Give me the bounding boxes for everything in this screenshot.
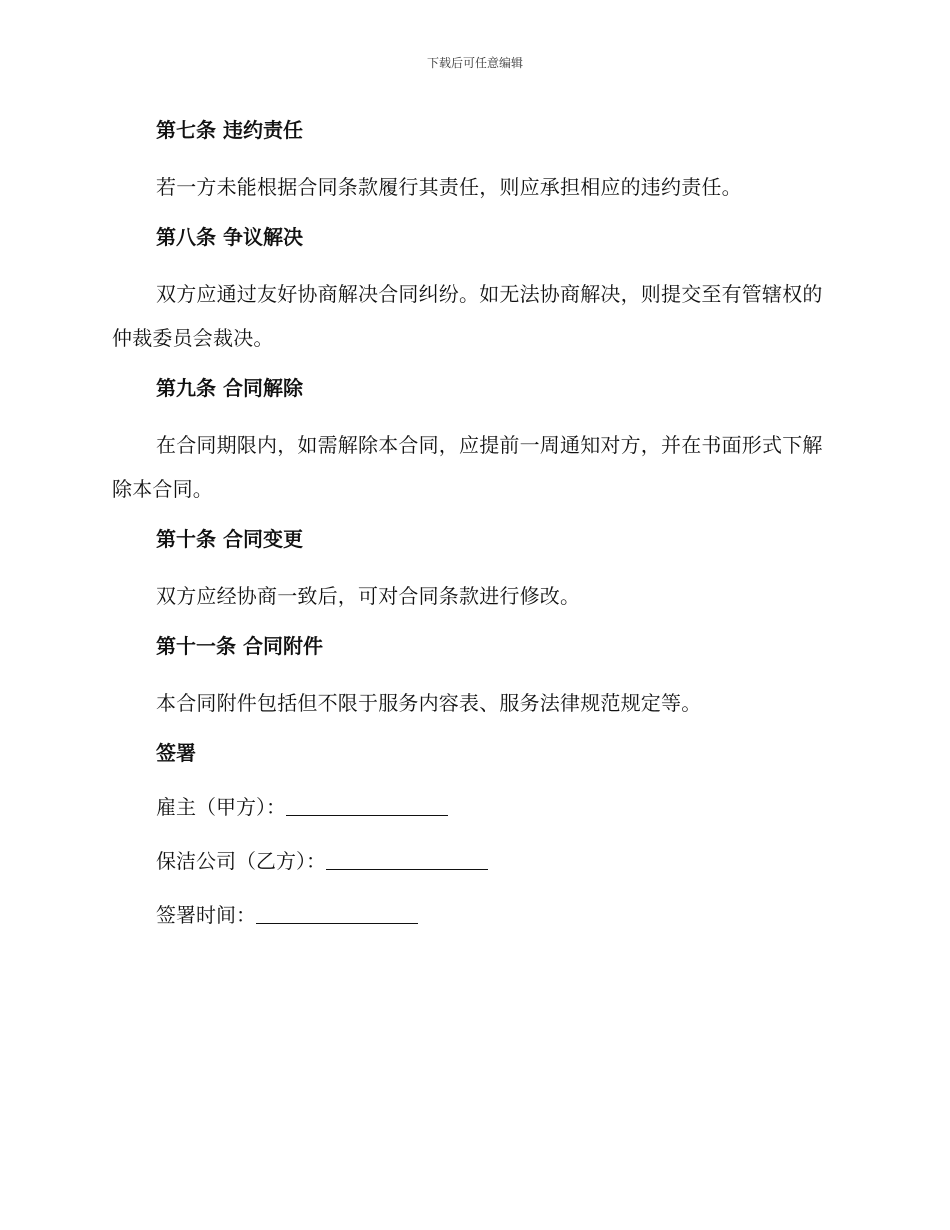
section-body-11: 本合同附件包括但不限于服务内容表、服务法律规范规定等。 bbox=[156, 691, 702, 715]
section-body-9: 在合同期限内，如需解除本合同，应提前一周通知对方，并在书面形式下解除本合同。 bbox=[112, 433, 823, 501]
signature-heading: 签署 bbox=[156, 741, 196, 765]
section-heading-8: 第八条 争议解决 bbox=[156, 225, 303, 249]
section-body-10: 双方应经协商一致后，可对合同条款进行修改。 bbox=[156, 584, 581, 608]
employer-signature-line bbox=[156, 789, 834, 825]
section-body-7: 若一方未能根据合同条款履行其责任，则应承担相应的违约责任。 bbox=[156, 175, 742, 199]
section-heading-10: 第十条 合同变更 bbox=[156, 527, 303, 551]
company-label: 保洁公司（乙方）： bbox=[156, 849, 326, 873]
date-label: 签署时间： bbox=[156, 903, 256, 927]
section-heading-11: 第十一条 合同附件 bbox=[156, 634, 323, 658]
company-signature-blank[interactable] bbox=[326, 847, 488, 870]
date-signature-blank[interactable] bbox=[256, 901, 418, 924]
date-signature-line bbox=[156, 897, 834, 933]
section-body-8: 双方应通过友好协商解决合同纠纷。如无法协商解决，则提交至有管辖权的仲裁委员会裁决。 bbox=[112, 282, 823, 350]
section-heading-7: 第七条 违约责任 bbox=[156, 118, 303, 142]
document-content bbox=[112, 112, 834, 951]
employer-label: 雇主（甲方）： bbox=[156, 795, 286, 819]
page-header: 下载后可任意编辑 bbox=[426, 56, 523, 70]
company-signature-line bbox=[156, 843, 834, 879]
section-heading-9: 第九条 合同解除 bbox=[156, 376, 303, 400]
employer-signature-blank[interactable] bbox=[286, 793, 448, 816]
